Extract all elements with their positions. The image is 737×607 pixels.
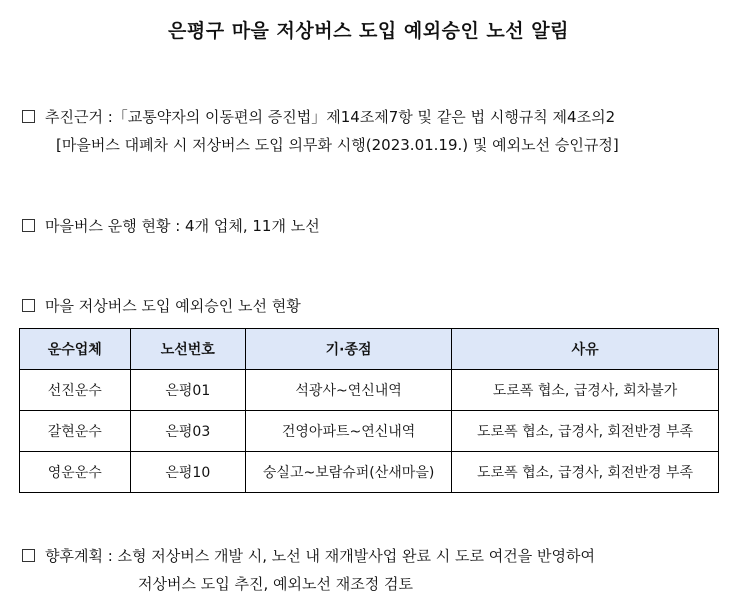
routes-heading-section [22,295,301,317]
table-row [20,370,719,411]
plan-line2: 저상버스 도입 추진, 예외노선 재조정 검토 [138,575,413,593]
cell-route-number: 은평10 [130,452,246,493]
cell-company: 영운운수 [20,452,131,493]
header-terminals: 기·종점 [246,329,452,370]
checkbox-bullet-icon [22,219,35,232]
cell-terminals: 건영아파트~연신내역 [246,411,452,452]
cell-terminals: 석광사~연신내역 [246,370,452,411]
page-title: 은평구 마을 저상버스 도입 예외승인 노선 알림 [168,20,569,42]
checkbox-bullet-icon [22,299,35,312]
basis-line2: [마을버스 대폐차 시 저상버스 도입 의무화 시행(2023.01.19.) 및 예외노선 승인규정] [56,136,619,154]
header-reason: 사유 [452,329,719,370]
basis-line1: 추진근거 :「교통약자의 이동편의 증진법」제14조제7항 및 같은 법 시행규칙 제4조의2 [45,108,616,126]
cell-reason: 도로폭 협소, 급경사, 회차불가 [452,370,719,411]
exception-routes-table [19,328,719,493]
cell-terminals: 숭실고~보람슈퍼(산새마을) [246,452,452,493]
cell-company: 선진운수 [20,370,131,411]
checkbox-bullet-icon [22,549,35,562]
cell-route-number: 은평03 [130,411,246,452]
header-route-number: 노선번호 [130,329,246,370]
table-header-row [20,329,719,370]
cell-route-number: 은평01 [130,370,246,411]
cell-company: 갈현운수 [20,411,131,452]
status-section [22,215,320,237]
plan-section [22,545,595,595]
cell-reason: 도로폭 협소, 급경사, 회전반경 부족 [452,452,719,493]
plan-line1: 향후계획 : 소형 저상버스 개발 시, 노선 내 재개발사업 완료 시 도로 여건을 반영하여 [45,547,595,565]
header-company: 운수업체 [20,329,131,370]
basis-section [22,106,619,156]
cell-reason: 도로폭 협소, 급경사, 회전반경 부족 [452,411,719,452]
checkbox-bullet-icon [22,110,35,123]
routes-heading: 마을 저상버스 도입 예외승인 노선 현황 [45,297,301,315]
table-row [20,452,719,493]
status-line1: 마을버스 운행 현황 : 4개 업체, 11개 노선 [45,217,320,235]
table-row [20,411,719,452]
